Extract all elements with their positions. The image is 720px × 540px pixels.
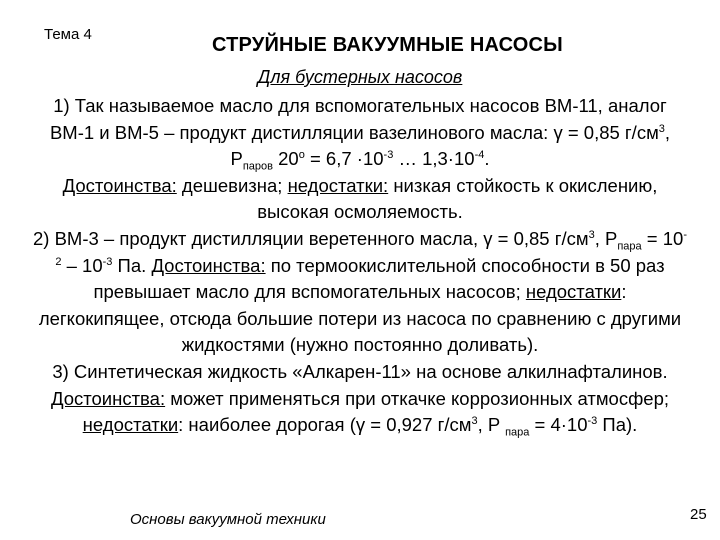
p3-advantages-label: Достоинства:: [50, 387, 166, 409]
p1-text-p: , P: [230, 121, 671, 170]
slide-subtitle: Для бустерных насосов: [257, 67, 463, 87]
p1-sub-p: паров: [242, 160, 273, 173]
p3-advantages-text: может применяться при откачке коррозионных атмосфер;: [165, 387, 670, 409]
p1-sup-cm: 3: [658, 122, 665, 135]
p2-text: 2) ВМ-3 – продукт дистилляции веретенного масла, γ = 0,85 г/см: [33, 227, 589, 249]
p3-text: 3) Синтетическая жидкость «Алкарен-11» на основе алкилнафталинов.: [52, 360, 668, 382]
paragraph-1: [30, 93, 690, 226]
p3-sub-p: пара: [505, 426, 530, 439]
p2-sup-cm: 3: [588, 228, 595, 241]
p1-advantages-label: Достоинства:: [62, 174, 177, 196]
p1-disadvantages-label: недостатки:: [287, 174, 389, 196]
p3-sup-cm: 3: [471, 414, 478, 427]
p2-advantages-text: по термоокислительной способности в 50 раз превышает масло для вспомогательных насосов;: [93, 254, 665, 303]
p2-sub-p: пара: [617, 240, 642, 253]
p2-exp2: -3: [102, 255, 113, 268]
p1-end: .: [484, 148, 490, 170]
p3-exp: -3: [587, 414, 598, 427]
p2-disadvantages-label: недостатки: [525, 281, 622, 303]
p2-exp1: -2: [55, 228, 687, 268]
p2-pa: Па.: [112, 254, 152, 276]
p3-eq: = 4·10: [529, 414, 588, 436]
slide-body: [30, 93, 690, 439]
p1-degree: o: [298, 149, 305, 162]
p3-disadvantages-text: : наиболее дорогая (γ = 0,927 г/см: [178, 414, 472, 436]
p1-exp2: -4: [474, 149, 485, 162]
p2-eq: = 10: [641, 227, 684, 249]
p2-text-p: , P: [594, 227, 618, 249]
p3-disadvantages-label: недостатки: [82, 414, 179, 436]
p2-dash: – 10: [61, 254, 103, 276]
p1-text: 1) Так называемое масло для вспомогательных насосов ВМ-11, аналог ВМ-1 и ВМ-5 – продукт дистилляции вазелинового масла: γ = 0,85 г/см: [49, 95, 667, 143]
topic-label: Тема 4: [44, 26, 92, 43]
slide-title: СТРУЙНЫЕ ВАКУУМНЫЕ НАСОСЫ: [212, 34, 563, 56]
p1-advantages-text: дешевизна;: [176, 174, 288, 196]
p3-end: Па).: [597, 414, 638, 436]
p2-advantages-label: Достоинства:: [151, 254, 266, 276]
page-number: 25: [690, 506, 707, 523]
p1-eq: = 6,7 ·10: [304, 148, 384, 170]
p1-dots: … 1,3·10: [393, 148, 475, 170]
p1-exp1: -3: [383, 149, 394, 162]
paragraph-2: [30, 226, 690, 359]
footer-text: Основы вакуумной техники: [130, 511, 326, 528]
p2-disadvantages-text: : легкокипящее, отсюда большие потери из насоса по сравнению с другими жидкостями (нужно постоянно доливать).: [38, 281, 682, 356]
p3-text-p: , P: [477, 414, 506, 436]
paragraph-3: [30, 359, 690, 439]
p1-disadvantages-text: низкая стойкость к окислению, высокая осмоляемость.: [257, 174, 658, 223]
p1-temp: 20: [273, 148, 299, 170]
